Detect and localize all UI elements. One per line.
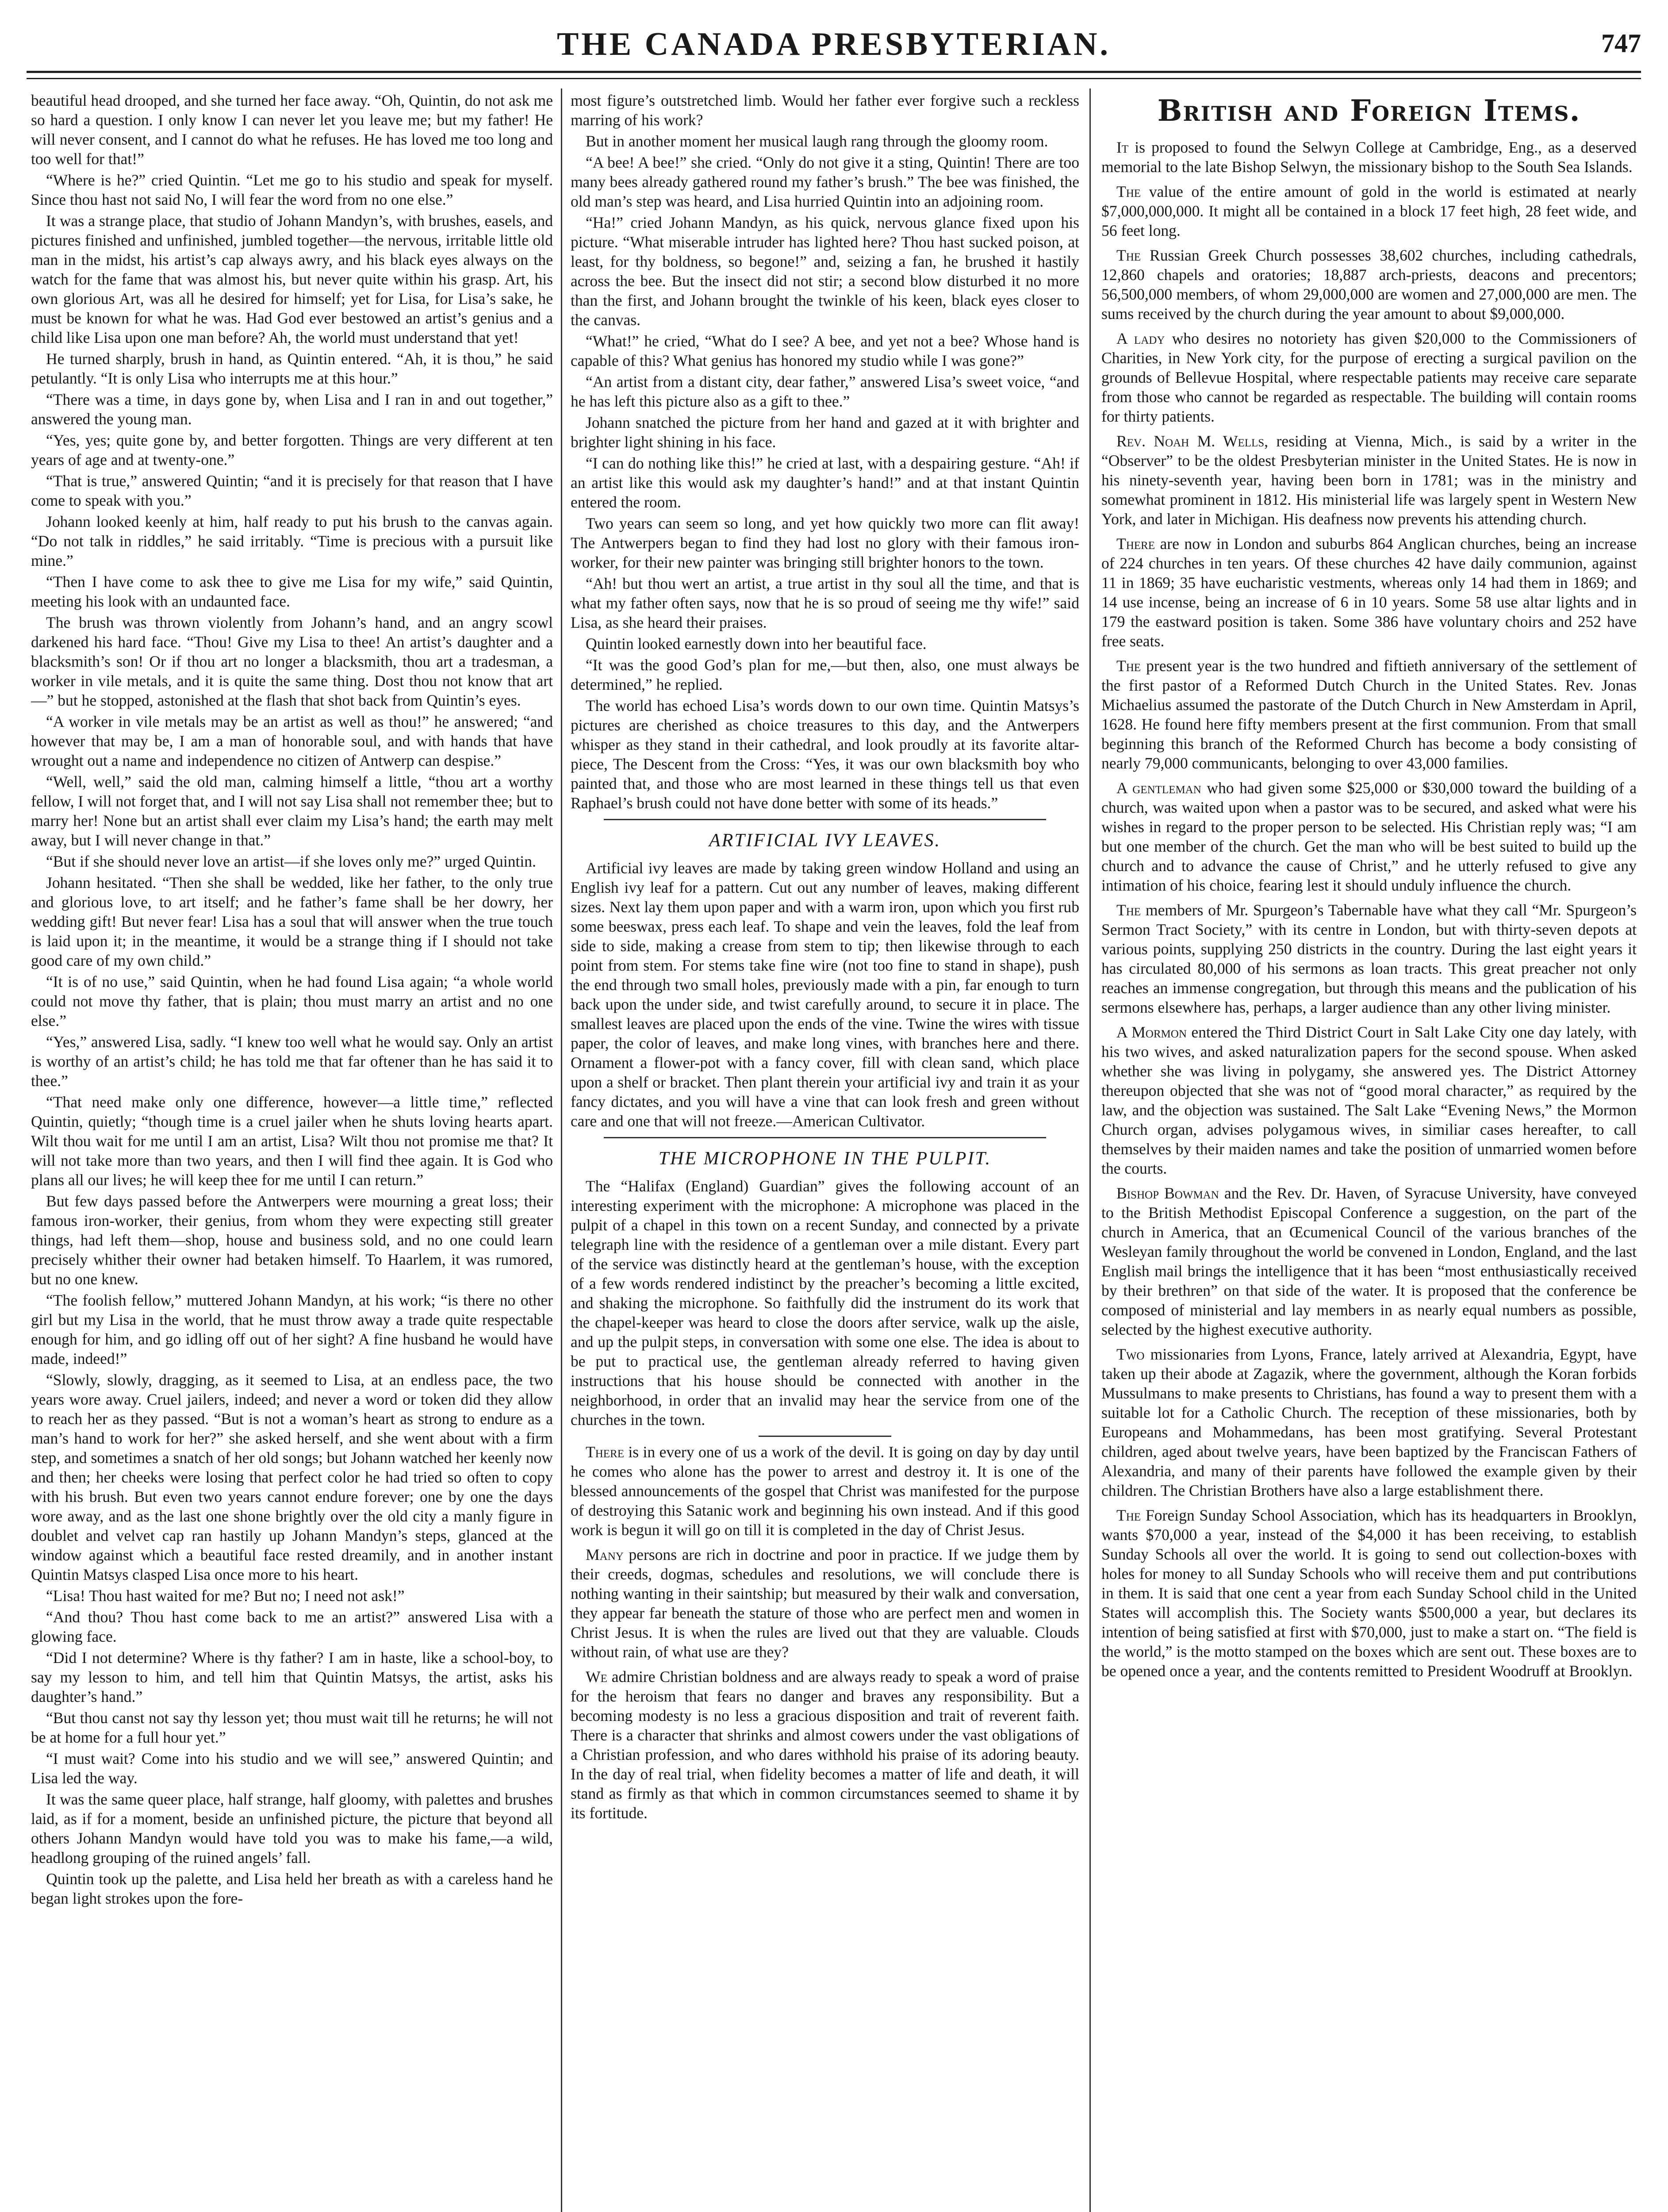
news-item <box>1101 246 1637 323</box>
item-text: missionaries from Lyons, France, lately arrived at Alexandria, Egypt, have taken up their abode at Zagazik, where the government, although the Koran forbids Mussulmans to make presents to Christians, has found a way to present them with a suitable lot for a Catholic Church. The reception of these missionaries, both by Europeans and Mohammedans, has been most gratifying. Several Protestant children, aged about twelve years, have been baptized by the Franciscan Fathers of Alexandria, and many of their parents have followed the example given by their children. The Christian Brothers have also a large establishment there. <box>1101 1345 1637 1499</box>
lead-word: The <box>1116 657 1141 675</box>
masthead <box>27 18 1641 66</box>
story-paragraph: The brush was thrown violently from Johann’s hand, and an angry scowl darkened his hard face. “Thou! Give my Lisa to thee! An artist’s daughter and a blacksmith’s son! Or if thou art no longer a blacksmith, thou art a tradesman, a worker in vile metals, and it is quite the same thing. Dost thou not know that art—” but he stopped, astonished at the flash that shot back from Quintin’s eyes. <box>31 614 553 709</box>
lead-word: There <box>586 1443 625 1461</box>
story-paragraph: “I must wait? Come into his studio and we will see,” answered Quintin; and Lisa led the way. <box>31 1750 553 1787</box>
story-paragraph: “Ha!” cried Johann Mandyn, as his quick, nervous glance fixed upon his picture. “What miserable intruder has lighted here? Thou hast sucked poison, at least, for thy boldness, so begone!” and, seizing a fan, he brushed it hastily across the bee. But the insect did not stir; a second blow disturbed it no more than the first, and Johann brought the twinkle of his keen, black eyes closer to the canvas. <box>571 214 1079 329</box>
story-paragraph: “Where is he?” cried Quintin. “Let me go to his studio and speak for myself. Since thou hast not said No, I will fear the word from no one else.” <box>31 171 553 208</box>
story-paragraph: “And thou? Thou hast come back to me an artist?” answered Lisa with a glowing face. <box>31 1608 553 1645</box>
story-paragraph: The world has echoed Lisa’s words down to our own time. Quintin Matsys’s pictures are cherished as choice treasures to this day, and the Antwerpers whisper as they stand in their cathedral, and look proudly at its favorite altar-piece, The Descent from the Cross: “Yes, it was our own blacksmith boy who painted that, and those who are most learned in these things tell us that even Raphael’s brush could not have done better with some of its heads.” <box>571 697 1079 812</box>
item-text: Foreign Sunday School Association, which has its headquarters in Brooklyn, wants $70,000 a year, instead of the $4,000 it has been receiving, to establish Sunday Schools all over the world. It is going to send out collection-boxes with holes for money to all Sunday Schools who will receive them and put contributions in them. It is said that one cent a year from each Sunday School child in the United States will accomplish this. The Society wants $500,000 a year, but declares its intention of being satisfied at first with $70,000, just to make a start on. “The field is the world,” is the motto stamped on the boxes which are sent out. These boxes are to be opened once a year, and the contents remitted to President Woodruff at Brooklyn. <box>1101 1506 1637 1680</box>
item-text: Russian Greek Church possesses 38,602 churches, including cathedrals, 12,860 chapels and oratories; 18,887 arch-priests, deacons and precentors; 56,500,000 members, of whom 29,000,000 are women and 27,000,000 are men. The sums received by the church during the year amount to about $9,000,000. <box>1101 246 1637 323</box>
news-item <box>1101 1344 1637 1500</box>
ivy-article-text: Artificial ivy leaves are made by taking green window Holland and using an English ivy leaf for a pattern. Cut out any number of leaves, making different sizes. Next lay them upon paper and with a warm iron, upon which you first rub some beeswax, press each leaf. To shape and vein the leaves, fold the leaf from side to side, making a crease from stem to tip; then likewise through to each point from stem. For stems take fine wire (not too fine to stand in shape), push the end through two small holes, previously made with a pin, far enough to turn back upon the under side, and twist carefully around, to secure it in place. The smallest leaves are placed upon the ends of the vine. Twine the wires with tissue paper, the color of leaves, and make long vines, with branches here and there. Ornament a flower-pot with a fancy cover, fill with clean sand, which place upon a shelf or bracket. Then plant therein your artificial ivy and train it as your fancy dictates, and you will have a vine that can look fresh and green without care and one that will not freeze.—American Cultivator. <box>571 859 1079 1130</box>
lead-word: A lady <box>1116 330 1165 347</box>
news-item <box>1101 329 1637 426</box>
item-text: present year is the two hundred and fiftieth anniversary of the settlement of the first pastor of a Reformed Dutch Church in the United States. Rev. Jonas Michaelius assumed the pastorate of the Dutch Church in New Amsterdam in April, 1628. He found here fifty members present at the first communion. From that small beginning this branch of the Reformed Church has become a body consisting of nearly 79,000 communicants, belonging to over 43,000 families. <box>1101 657 1637 772</box>
news-item <box>1101 431 1637 529</box>
story-paragraph: “Well, well,” said the old man, calming himself a little, “thou art a worthy fellow, I will not forget that, and I will not say Lisa shall not remember thee; but to marry her! None but an artist shall ever claim my Lisa’s hand; the earth may melt away, but I will never change in that.” <box>31 773 553 849</box>
item-text: are now in London and suburbs 864 Anglican churches, being an increase of 224 churches in ten years. Of these churches 42 have daily communion, against 11 in 1869; 35 have eucharistic vestments, whereas only 14 had them in 1869; and 14 use incense, being an increase of 6 in 10 years. Some 58 use altar lights and in 179 the eastward position is taken. Some 386 have voluntary choirs and 252 have free seats. <box>1101 535 1637 650</box>
column-3 <box>1101 91 1637 2212</box>
item-text: is proposed to found the Selwyn College at Cambridge, Eng., as a deserved memorial to the late Bishop Selwyn, the missionary bishop to the South Sea Islands. <box>1101 138 1637 176</box>
story-paragraph: “It was the good God’s plan for me,—but then, also, one must always be determined,” he replied. <box>571 656 1079 693</box>
story-paragraph: “An artist from a distant city, dear father,” answered Lisa’s sweet voice, “and he has left this picture also as a gift to thee.” <box>571 373 1079 410</box>
lead-word: Rev. Noah M. Wells, <box>1116 432 1269 450</box>
lead-word: The <box>1116 246 1141 264</box>
lead-word: We <box>586 1668 607 1686</box>
news-item <box>1101 534 1637 651</box>
item-text: members of Mr. Spurgeon’s Tabernable have what they call “Mr. Spurgeon’s Sermon Tract Society,” with its centre in London, but with thirty-seven depots at various points, supplying 250 districts in the country. During the last eight years it has circulated 80,000 of his sermons as loan tracts. This great preacher not only reaches an immense congregation, but through this means and the publication of his sermons elsewhere has, perhaps, a larger audience than any other living minister. <box>1101 901 1637 1016</box>
story-paragraph: But in another moment her musical laugh rang through the gloomy room. <box>586 132 1048 150</box>
lead-word: It <box>1116 138 1129 156</box>
column-1-story <box>31 91 553 2212</box>
microphone-article-title: THE MICROPHONE IN THE PULPIT. <box>658 1148 992 1169</box>
story-paragraph: most figure’s outstretched limb. Would her father ever forgive such a reckless marring of his work? <box>571 92 1079 129</box>
story-paragraph: “That is true,” answered Quintin; “and it is precisely for that reason that I have come to speak with you.” <box>31 472 553 509</box>
story-paragraph: “A bee! A bee!” she cried. “Only do not give it a sting, Quintin! There are too many bees already gathered round my father’s brush.” The bee was finished, the old man’s step was heard, and Lisa hurried Quintin into an adjoining room. <box>571 154 1079 210</box>
story-paragraph: It was the same queer place, half strange, half gloomy, with palettes and brushes laid, as if for a moment, beside an unfinished picture, the picture that beyond all others Johann Mandyn would have told you was to make his fame,—a wild, headlong grouping of the ruined angels’ fall. <box>31 1790 553 1866</box>
section-rule <box>604 819 1046 820</box>
story-paragraph: “There was a time, in days gone by, when Lisa and I ran in and out together,” answered the young man. <box>31 391 553 428</box>
story-paragraph: “What!” he cried, “What do I see? A bee, and yet not a bee? Whose hand is capable of this? What genius has honored my studio while I was gone?” <box>571 332 1079 369</box>
story-paragraph: “But if she should never love an artist—if she loves only me?” urged Quintin. <box>46 853 536 870</box>
section-rule <box>604 1137 1046 1138</box>
story-continuation <box>571 91 1079 813</box>
story-paragraph: beautiful head drooped, and she turned her face away. “Oh, Quintin, do not ask me so hard a question. I only know I can never let you leave me; but my father! He will never consent, and I cannot do what he refuses. He has loved me too long and too well for that!” <box>31 92 553 168</box>
news-item <box>1101 778 1637 895</box>
lead-word: A gentleman <box>1116 779 1201 797</box>
story-paragraph: Johann hesitated. “Then she shall be wedded, like her father, to the only true and glorious love, to art itself; and he father’s fame shall be her dowry, her wedding gift! But never fear! Lisa has a soul that will answer when the true touch is laid upon it; in the meantime, it would be a strange thing if I should not take good care of my own child.” <box>31 874 553 969</box>
story-paragraph: Quintin looked earnestly down into her beautiful face. <box>586 635 927 653</box>
item-text: who desires no notoriety has given $20,000 to the Commissioners of Charities, in New York city, for the purpose of erecting a surgical pavilion on the grounds of Bellevue Hospital, where respectable patients may receive care separate from those who cannot be regarded as respectable. The building will contain rooms for thirty patients. <box>1101 330 1637 425</box>
news-item <box>1101 1183 1637 1339</box>
section-rule <box>759 1436 891 1437</box>
story-paragraph: “Slowly, slowly, dragging, as it seemed to Lisa, at an endless pace, the two years wore away. Cruel jailers, indeed; and never a word or token did they allow to reach her as they passed. “But is not a woman’s heart as strong to endure as a man’s hand to work for her?” she asked herself, and she went about with a firm step, and sometimes a snatch of her old songs; but Johann watched her keenly now and then; her cheeks were losing that perfect color he had tried so often to copy with his brush. But even two years cannot endure forever; one by one the days wore away, and as the last one shone brightly over the old city a manly figure in doublet and velvet cap ran hastily up Johann Mandyn’s steps, glanced at the window against which a beautiful face rested dreamily, and in another instant Quintin Matsys clasped Lisa once more to his heart. <box>31 1371 553 1583</box>
header-rule-thin <box>27 78 1641 79</box>
item-text: admire Christian boldness and are always ready to speak a word of praise for the heroism that fears no danger and braves any responsibility. But a becoming modesty is no less a gracious disposition and trait of reverent faith. There is a character that shrinks and almost cowers under the vast obligations of a Christian profession, and who dares withhold his praise of its adoring beauty. In the day of real trial, when fidelity becomes a matter of life and death, it will stand as firmly as that which in common circumstances seemed to shame it by its fortitude. <box>571 1668 1079 1822</box>
item-text: and the Rev. Dr. Haven, of Syracuse University, have conveyed to the British Methodist Episcopal Conference a suggestion, on the part of the church in America, that an Œcumenical Council of the various branches of the Wesleyan family throughout the world be convened in London, England, and the last English mail brings the intelligence that it has been “most enthusiastically received by their brethren” on that side of the water. It is proposed that the conference be composed of ministerial and lay members in as nearly equal numbers as possible, selected by the highest executive authority. <box>1101 1184 1637 1338</box>
lead-word: There <box>1116 535 1155 553</box>
item-text: entered the Third District Court in Salt Lake City one day lately, with his two wives, and asked naturalization papers for the second spouse. When asked whether she was living in polygamy, she answered yes. The District Attorney thereupon objected that she was not of “good moral character,” as required by the law, and the objection was sustained. The Salt Lake “Evening News,” the Mormon Church organ, advises polygamous wives, in similiar cases hereafter, to call themselves by their maiden names and take the position of unmarried women before the courts. <box>1101 1023 1637 1177</box>
column-divider <box>1089 88 1091 2212</box>
story-paragraph: It was a strange place, that studio of Johann Mandyn’s, with brushes, easels, and pictures finished and unfinished, jumbled together—the nervous, irritable little old man in the midst, his artist’s cap always awry, and his black eyes always on the watch for the fame that was almost his, but never quite within his grasp. Art, his own glorious Art, was all he desired for himself; yet for Lisa, for Lisa’s sake, he must be known for what he was. Had God ever bestowed an artist’s genius and a child like Lisa upon one man before? Ah, the world must understand that yet! <box>31 212 553 346</box>
story-paragraph: But few days passed before the Antwerpers were mourning a great loss; their famous iron-worker, their genius, from whom they were expecting still greater things, had left them—shop, house and business sold, and no one could learn precisely whither their owner had betaken himself. To Haarlem, it was rumored, but no one knew. <box>31 1192 553 1288</box>
item-text: persons are rich in doctrine and poor in practice. If we judge them by their creeds, dogmas, schedules and resolutions, we will conclude there is nothing wanting in their saintship; but measured by their walk and conversation, they appear far beneath the stature of those who are perfect men and women in Christ Jesus. It is when the rules are lived out that they are valuable. Clouds without rain, of what use are they? <box>571 1546 1079 1661</box>
item-text: who had given some $25,000 or $30,000 toward the building of a church, was waited upon when a pastor was to be secured, and asked what were his wishes in regard to the proper person to be selected. His Christian reply was; “I am but one member of the church. Get the man who will be best suited to build up the church and to advance the cause of Christ,” and he utterly refused to give any intimation of his choice, fearing lest it should unduly influence the church. <box>1101 779 1637 894</box>
lead-word: Many <box>586 1546 624 1563</box>
news-item <box>1101 1505 1637 1681</box>
story-paragraph: “That need make only one difference, however—a little time,” reflected Quintin, quietly; “though time is a cruel jailer when he shuts loving hearts apart. Wilt thou wait for me until I am an artist, Lisa? Wilt thou not promise me that? It will not take more than two years, and then I will find thee again. It is God who plans all our lives; he will keep thee for me until I can return.” <box>31 1093 553 1189</box>
story-paragraph: “Ah! but thou wert an artist, a true artist in thy soul all the time, and that is what my father often says, now that he is so proud of seeing me thy wife!” said Lisa, as she heard their praises. <box>571 575 1079 631</box>
lead-word: The <box>1116 183 1141 200</box>
page-number: 747 <box>1601 29 1641 58</box>
section-header <box>1101 93 1637 128</box>
item-text: value of the entire amount of gold in the world is estimated at nearly $7,000,000,000. It might all be contained in a block 17 feet high, 28 feet wide, and 56 feet long. <box>1101 183 1637 239</box>
story-paragraph: Johann looked keenly at him, half ready to put his brush to the canvas again. “Do not talk in riddles,” he said irritably. “Time is precious with a pursuit like mine.” <box>31 513 553 569</box>
news-item <box>1101 138 1637 177</box>
lead-word: A Mormon <box>1116 1023 1187 1041</box>
short-note <box>571 1545 1079 1662</box>
microphone-article-text: The “Halifax (England) Guardian” gives the following account of an interesting experiment with the microphone: A microphone was placed in the pulpit of a chapel in this town on a recent Sunday, and connected by a private telegraph line with the residence of a gentleman over a mile distant. Every part of the service was distinctly heard at the gentleman’s house, with the exception of a few words rendered indistinct by the preacher’s becoming a little excited, and shaking the microphone. So faithfully did the instrument do its work that the chapel-keeper was heard to close the doors after service, walk up the aisle, and up the pulpit steps, in conversation with some one else. The idea is about to be put to practical use, the gentleman already referred to having given instructions that his house should be connected with another in the neighborhood, in order that an invalid may hear the service from one of the churches in the town. <box>571 1177 1079 1429</box>
column-divider <box>561 88 562 2212</box>
short-note <box>571 1667 1079 1823</box>
story-paragraph: Quintin took up the palette, and Lisa held her breath as with a careless hand he began light strokes upon the fore- <box>31 1870 553 1907</box>
short-note <box>571 1442 1079 1540</box>
story-paragraph: “It is of no use,” said Quintin, when he had found Lisa again; “a whole world could not move thy father, that is plain; thou must marry an artist and no one else.” <box>31 973 553 1029</box>
news-items <box>1101 138 1637 1681</box>
story-paragraph: “Then I have come to ask thee to give me Lisa for my wife,” said Quintin, meeting his look with an undaunted face. <box>31 573 553 610</box>
story-paragraph: He turned sharply, brush in hand, as Quintin entered. “Ah, it is thou,” he said petulantly. “It is only Lisa who interrupts me at this hour.” <box>31 350 553 387</box>
story-paragraph: “A worker in vile metals may be an artist as well as thou!” he answered; “and however that may be, I am a man of honorable soul, and with hands that have wrought out a name and independence no citizen of Antwerp can despise.” <box>31 713 553 769</box>
header-rule <box>27 71 1641 73</box>
item-text: residing at Vienna, Mich., is said by a writer in the “Observer” to be the oldest Presbyterian minister in the United States. He is now in his ninety-seventh year, having been born in 1781; was in the ministry and somewhat prominent in 1812. His ministerial life was largely spent in Western New York, and later in Michigan. His deafness now prevents his attending church. <box>1101 432 1637 528</box>
story-paragraph: “Yes,” answered Lisa, sadly. “I knew too well what he would say. Only an artist is worthy of an artist’s child; he has told me that far oftener than he has said it to thee.” <box>31 1033 553 1090</box>
short-notes <box>571 1442 1079 1823</box>
column-2 <box>571 91 1079 2212</box>
news-item <box>1101 900 1637 1017</box>
story-paragraph: “Lisa! Thou hast waited for me? But no; I need not ask!” <box>46 1587 405 1605</box>
story-paragraph: “Did I not determine? Where is thy father? I am in haste, like a school-boy, to say my lesson to him, and tell him that Quintin Matsys, the artist, asks his daughter’s hand.” <box>31 1649 553 1705</box>
lead-word: The <box>1116 901 1141 919</box>
item-text: is in every one of us a work of the devil. It is going on day by day until he comes who alone has the power to arrest and destroy it. It is one of the blessed announcements of the gospel that Christ was manifested for the purpose of destroying this Satanic work and beginning his own instead. And if this good work is begun it will go on till it is completed in the day of Christ Jesus. <box>571 1443 1079 1539</box>
story-paragraph: “I can do nothing like this!” he cried at last, with a despairing gesture. “Ah! if an artist like this would ask my daughter’s hand!” and at that instant Quintin entered the room. <box>571 454 1079 511</box>
section-title: British and Foreign Items. <box>1157 93 1581 128</box>
story-paragraph: Johann snatched the picture from her hand and gazed at it with brighter and brighter light shining in his face. <box>571 414 1079 451</box>
lead-word: Two <box>1116 1345 1145 1363</box>
story-paragraph: “But thou canst not say thy lesson yet; thou must wait till he returns; he will not be at home for a full hour yet.” <box>31 1709 553 1746</box>
lead-word: Bishop Bowman <box>1116 1184 1219 1202</box>
news-item <box>1101 656 1637 773</box>
newspaper-title: THE CANADA PRESBYTERIAN. <box>556 26 1111 62</box>
story-paragraph: “The foolish fellow,” muttered Johann Mandyn, at his work; “is there no other girl but my Lisa in the world, that he must throw away a trade quite respectable enough for him, and go idling off out of her sight? A fine husband he would have made, indeed!” <box>31 1291 553 1367</box>
news-item <box>1101 1022 1637 1178</box>
ivy-article-title: ARTIFICIAL IVY LEAVES. <box>709 830 941 851</box>
lead-word: The <box>1116 1506 1141 1524</box>
news-item <box>1101 182 1637 240</box>
story-paragraph: “Yes, yes; quite gone by, and better forgotten. Things are very different at ten years of age and at twenty-one.” <box>31 431 553 469</box>
story-paragraph: Two years can seem so long, and yet how quickly two more can flit away! The Antwerpers began to find they had lost no glory with their famous iron-worker, for their new painter was bringing still brighter honors to the town. <box>571 515 1079 571</box>
